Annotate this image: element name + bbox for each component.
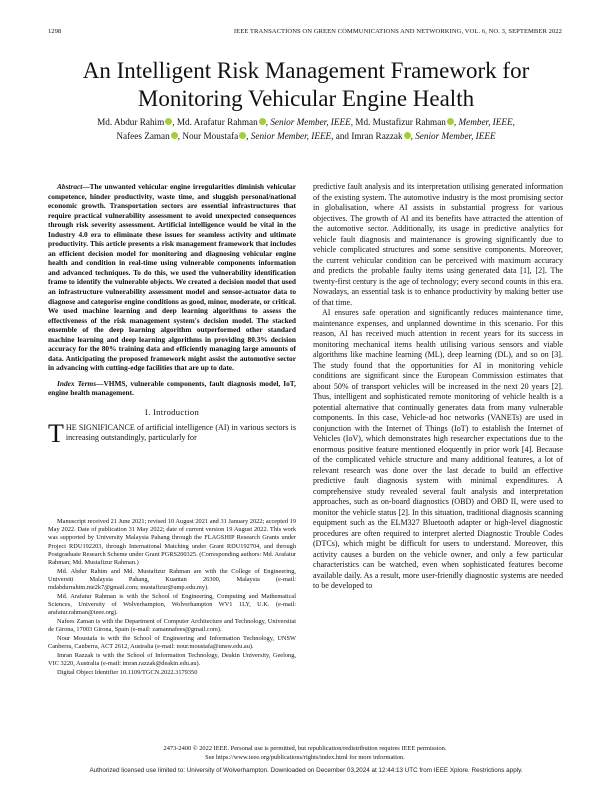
drop-cap: T (48, 418, 64, 448)
orcid-icon[interactable] (239, 132, 246, 139)
intro-lead: HE SIGNIFICANCE of artificial intelligence (AI) in various sectors is increasing outstandingly, particularly for (65, 422, 296, 443)
journal-name: IEEE TRANSACTIONS ON GREEN COMMUNICATIONS AND NETWORKING, VOL. 6, NO. 3, SEPTEMBER 2022 (233, 28, 562, 35)
author-list: Md. Abdur Rahim , Md. Arafatur Rahman , Senior Member, IEEE, Md. Mustafizur Rahman , Member, IEEE, Nafees Zaman , Nour Moustafa , Senior Member, IEEE, and Imran Razzak , Senior Member, IEEE (97, 117, 515, 141)
footnote-doi: Digital Object Identifier 10.1109/TGCN.2022.3179350 (57, 668, 198, 676)
author-5-role: Senior Member, IEEE (250, 130, 332, 141)
index-terms-label: Index Terms (57, 378, 97, 388)
page-number: 1298 (48, 28, 62, 35)
orcid-icon[interactable] (404, 132, 411, 139)
license-notice: Authorized licensed use limited to: University of Wolverhampton. Downloaded on December 03,2024 at 12:44:13 UTC from IEEE Xplore. Restrictions apply. (89, 767, 523, 774)
footnote-affiliation: Md. Abdur Rahim and Md. Mustafizur Rahman are with the College of Engineering, Universiti Malaysia Pahang, Kuantan 26300, Malaysia (e-mail: mdabdurrahim.me2k7@gmail.com; mustafizur@ump.edu.my). (48, 567, 296, 592)
copyright-notice (48, 744, 562, 762)
footnote-affiliation: Nafees Zaman is with the Department of Computer Architecture and Technology, Universitat de Girona, 17003 Girona, Spain (e-mail: zamannafees@gmail.com). (48, 617, 296, 634)
orcid-icon[interactable] (259, 118, 266, 125)
footnote-affiliation: Imran Razzak is with the School of Information Technology, Deakin University, Geelong, VIC 3220, Australia (e-mail: imran.razzak@deakin.edu.au). (48, 651, 296, 667)
author-6: Imran Razzak (351, 130, 403, 141)
footnote-affiliation: Md. Arafatur Rahman is with the School of Engineering, Computing and Mathematical Sciences, University of Wolverhampton, Wolverhampton WV1 1LY, U.K. (e-mail: arafatur.rahman@ieee.org). (48, 592, 296, 617)
footnote-affiliation: Nour Moustafa is with the School of Engineering and Information Technology, UNSW Canberra, Canberra, ACT 2612, Australia (e-mail: nour.moustafa@unsw.edu.au). (48, 634, 296, 651)
author-and: and (335, 130, 350, 141)
abstract-label: Abstract (57, 182, 83, 191)
body-paragraph: predictive fault analysis and its interpretation utilising generated information of the existing system. The automotive industry is the most promising sector in globalisation, where AI assists in substantial progress for various objectives. The growth of AI and its benefits have attracted the attention of the automotive sector. Additionally, its usage in predictive analytics for vehicle fault diagnosis and maintenance is growing significantly due to vehicle complicated structures and some sensitive components. Moreover, the current vehicular condition can be perceived with maximum accuracy and predicts the probable faulty items using generated data [1], [2]. The twenty-first century is the age of technology; every second counts in this era. Nowadays, an essential task is to enhance productivity by making better use of that time. (313, 182, 563, 307)
orcid-icon[interactable] (171, 132, 178, 139)
author-2-role: Senior Member, IEEE (270, 117, 351, 127)
author-6-role: Senior Member, IEEE (415, 130, 496, 141)
body-paragraph: AI ensures safe operation and significantly reduces maintenance time, maintenance expenses, and unplanned downtime in this scenario. For this reason, AI has received much attention in recent years for its success in monitoring mechanical items health utilising various sensors and viable algorithms like machine learning (ML), deep learning (DL), and so on [3]. The study found that the opportunities for AI in monitoring vehicle conditions are significant since the European Commission estimates that about 50% of transport vehicles will be increased in the next 20 years [2]. Thus, intelligent and sophisticated remote monitoring of vehicle health is a potential alternative that continually generates data from many vulnerable components. In this case, Vehicle-ad hoc networks (VANETs) are used in conjunction with the Internet of Things (IoT) to establish the Internet of Vehicles (IoV), which demonstrates high researcher expectations due to the enormous positive feature mentioned eloquently in prior work [4]. Because of the complicated vehicle structure and many additional features, a lot of relevant research was done over the last decade to build an effective predictive fault diagnosis system with minimal expenditures. A comprehensive study revealed several fault analysis and interpretation approaches, such as on-board diagnostics (OBD) and OBD II, were used to monitor the vehicle status [2]. In this situation, traditional diagnosis scanning equipment such as the ELM327 Bluetooth adapter or high-level diagnostic procedures are often required to interpret alerted Diagnostic Trouble Codes (DTCs), which might be difficult for users to understand. Moreover, this activity causes a burden on the vehicle owner, and only a few particular characteristics can be watched, even when sophisticated features become available daily. As a result, more user-friendly diagnostic systems are needed to be developed to (313, 308, 563, 590)
orcid-icon[interactable] (447, 118, 454, 125)
copyright-line-1: 2473-2400 © 2022 IEEE. Personal use is permitted, but republication/redistribution requires IEEE permission. (163, 745, 447, 752)
index-terms: Index Terms—VHMS, vulnerable components, fault diagnosis model, IoT, engine health management. (48, 378, 296, 398)
author-1: Md. Abdur Rahim (97, 117, 165, 127)
author-3-role: Member, IEEE (458, 117, 513, 127)
abstract-text: The unwanted vehicular engine irregularities diminish vehicular competence, hinder productivity, waste time, and sluggish personal/national economic growth. Transportation sectors are essential infrastructures that require practical vulnerability assessment to avoid unexpected consequences through risk severity assessment. Artificial intelligence would be vital in the Industry 4.0 era to eliminate these issues for seamless activity and ultimate productivity. This article presents a risk management framework that includes an efficient decision model for monitoring and diagnosing vehicular engine health and condition in real-time using vulnerable components information and advanced techniques. To do this, we used the vulnerability identification frame to identify the vulnerable objects. We created a decision model that used an infrastructure vulnerability assessment model and sensor-actuator data to diagnose and categorise engine conditions as good, minor, moderate, or critical. We used machine learning and deep learning algorithms to assess the effectiveness of the risk management system's decision model. The stacked ensemble of the deep learning algorithm outperformed other standard machine learning and deep learning algorithms in providing 80.3% decision accuracy for the 80% training data and efficiently managing large amounts of data. Anticipating the proposed framework might assist the automotive sector in advancing with cutting-edge facilities that are up to date. (48, 182, 296, 373)
right-column (313, 182, 563, 592)
paper-title (40, 57, 572, 113)
author-2: Md. Arafatur Rahman (176, 117, 258, 127)
orcid-icon[interactable] (165, 118, 172, 125)
section-heading: I. Introduction (144, 407, 200, 418)
author-5: Nour Moustafa (182, 130, 239, 141)
footnote-manuscript: Manuscript received 21 June 2021; revised 10 August 2021 and 31 January 2022; accepted 19 May 2022. Date of publication 31 May 2022; date of current version 19 August 2022. This work was supported by University Malaysia Pahang through the FLAGSHIP Research Grants under Project RDU192203, through International Matching under Grant RDU192704, and through Postgraduate Research Scheme under Grant PGRS200325. (Corresponding authors: Md. Arafatur Rahman; Md. Mustafizur Rahman.) (48, 518, 296, 567)
index-terms-text: VHMS, vulnerable components, fault diagnosis model, IoT, engine health management. (48, 378, 296, 398)
abstract: Abstract—The unwanted vehicular engine irregularities diminish vehicular competence, hinder productivity, waste time, and sluggish personal/national economic growth. Transportation sectors are essential infrastructures that require practical vulnerability assessment to avoid unexpected consequences through risk severity assessment. Artificial intelligence would be vital in the Industry 4.0 era to eliminate these issues for seamless activity and ultimate productivity. This article presents a risk management framework that includes an efficient decision model for monitoring and diagnosing vehicular engine health and condition in real-time using vulnerable components information and advanced techniques. To do this, we used the vulnerability identification frame to identify the vulnerable objects. We created a decision model that used an infrastructure vulnerability assessment model and sensor-actuator data to diagnose and categorise engine conditions as good, minor, moderate, or critical. We used machine learning and deep learning algorithms to assess the effectiveness of the risk management system's decision model. The stacked ensemble of the deep learning algorithm outperformed other standard machine learning and deep learning algorithms in providing 80.3% decision accuracy for the 80% training data and efficiently managing large amounts of data. Anticipating the proposed framework might assist the automotive sector in advancing with cutting-edge facilities that are up to date. (48, 182, 296, 373)
title-line-1: An Intelligent Risk Management Framework for (82, 58, 530, 83)
footnotes (48, 518, 296, 677)
title-line-2: Monitoring Vehicular Engine Health (137, 86, 475, 111)
author-3: Md. Mustafizur Rahman (355, 117, 446, 127)
left-column (48, 182, 296, 448)
author-4: Nafees Zaman (116, 130, 170, 141)
intro-paragraph (48, 418, 296, 448)
copyright-line-2: See https://www.ieee.org/publications/rights/index.html for more information. (205, 754, 405, 762)
